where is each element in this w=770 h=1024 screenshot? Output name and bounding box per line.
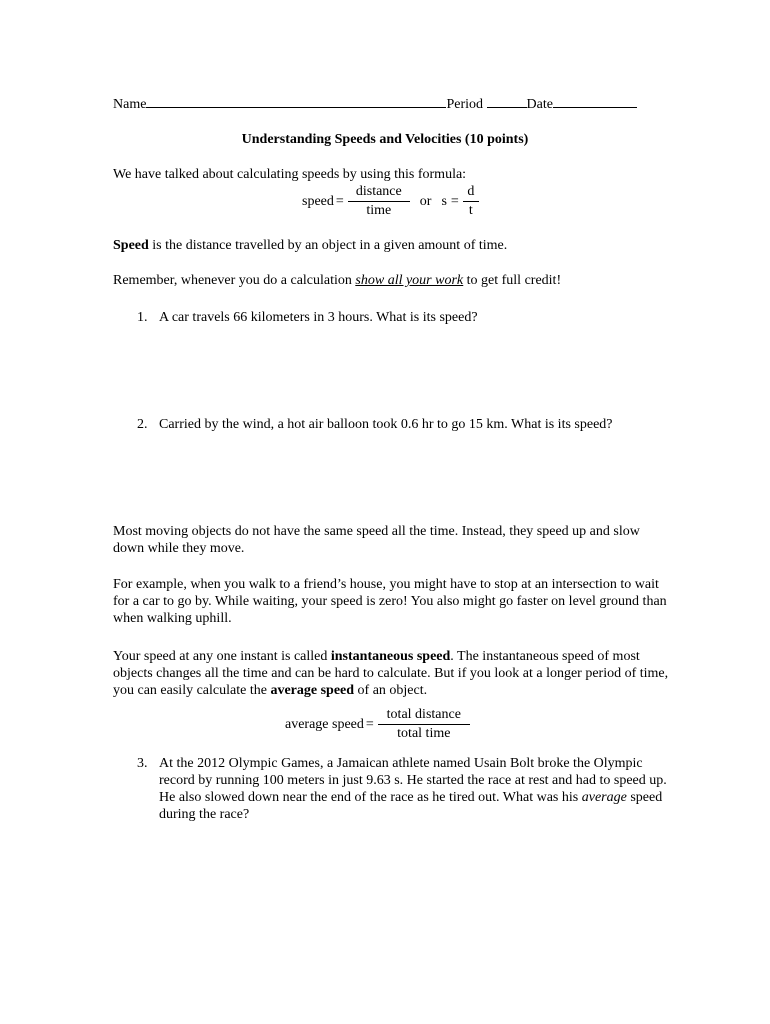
fraction-denominator: total time xyxy=(397,726,451,741)
formula-equals: = xyxy=(365,717,374,732)
date-label: Date xyxy=(526,97,553,112)
question-3-text-after: speed during the race? xyxy=(159,790,663,822)
remember-emphasis: show all your work xyxy=(355,273,464,288)
question-3-text-before: At the 2012 Olympic Games, a Jamaican athlete named Usain Bolt broke the Olympic record by running 100 meters in just 9.63 s. He started the race at rest and had to speed up. He also slowed down near the end of the race as he tired out. What was his xyxy=(159,756,667,805)
question-text: Carried by the wind, a hot air balloon took 0.6 hr to go 15 km. What is its speed? xyxy=(159,417,613,432)
name-label: Name xyxy=(113,97,147,112)
fraction-numerator: total distance xyxy=(378,706,470,725)
instantaneous-speed-term: instantaneous speed xyxy=(330,649,451,664)
question-text xyxy=(159,755,667,823)
paragraph-moving-objects: Most moving objects do not have the same speed all the time. Instead, they speed up and slow down while they move. xyxy=(113,524,640,556)
average-speed-formula xyxy=(285,706,470,743)
period-label: Period xyxy=(446,97,483,112)
intro-text: We have talked about calculating speeds by using this formula: xyxy=(113,167,467,182)
remember-after: to get full credit! xyxy=(463,273,562,288)
instant-text-3: of an object. xyxy=(354,683,428,698)
question-number: 2. xyxy=(137,417,148,432)
speed-definition xyxy=(113,237,673,254)
formula-lhs-short: s xyxy=(441,194,447,209)
question-1 xyxy=(137,309,667,326)
header-fields xyxy=(113,94,637,113)
formula-or: or xyxy=(419,194,432,209)
period-field[interactable] xyxy=(487,94,527,108)
name-field[interactable] xyxy=(146,94,446,108)
question-2 xyxy=(137,416,667,433)
speed-definition-text: is the distance travelled by an object in a given amount of time. xyxy=(148,238,508,253)
formula-equals: = xyxy=(335,194,344,209)
question-3-emphasis: average xyxy=(581,790,627,805)
formula-equals-short: = xyxy=(450,194,459,209)
paragraph-example: For example, when you walk to a friend’s house, you might have to stop at an intersection to wait for a car to go by. While waiting, your speed is zero! You also might go faster on level ground than when walking uphill. xyxy=(113,577,667,626)
instant-text-1: Your speed at any one instant is called xyxy=(113,649,331,664)
speed-term: Speed xyxy=(113,238,149,253)
fraction-denominator: time xyxy=(366,203,392,218)
average-speed-term: average speed xyxy=(270,683,355,698)
formula-lhs: average speed xyxy=(285,717,364,732)
question-number: 1. xyxy=(137,310,148,325)
date-field[interactable] xyxy=(553,94,637,108)
fraction-denominator-short: t xyxy=(468,203,473,218)
question-3 xyxy=(137,755,667,823)
distance-time-fraction xyxy=(348,183,410,220)
total-distance-time-fraction xyxy=(378,706,470,743)
remember-before: Remember, whenever you do a calculation xyxy=(113,273,356,288)
page-title: Understanding Speeds and Velocities (10 points) xyxy=(241,132,529,147)
question-text: A car travels 66 kilometers in 3 hours. What is its speed? xyxy=(159,310,478,325)
fraction-numerator-short: d xyxy=(463,183,479,202)
fraction-numerator: distance xyxy=(348,183,410,202)
instant-text-2: . The instantaneous speed of most objects changes all the time and can be hard to calculate. But if you look at a longer period of time, you can easily calculate the xyxy=(113,649,669,698)
formula-lhs: speed xyxy=(302,194,334,209)
d-t-fraction xyxy=(463,183,479,220)
question-number: 3. xyxy=(137,756,148,771)
remember-note xyxy=(113,272,673,289)
speed-formula xyxy=(302,183,479,220)
paragraph-instantaneous-speed xyxy=(113,648,673,699)
